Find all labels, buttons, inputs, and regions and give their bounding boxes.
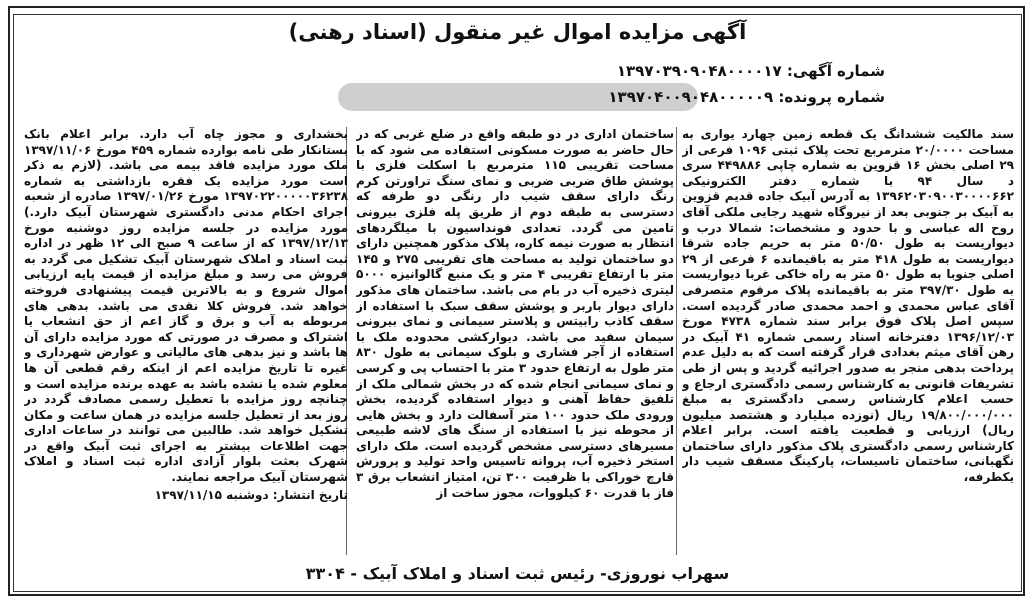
file-number: شماره پرونده: ۱۳۹۷۰۴۰۰۹۰۴۸۰۰۰۰۰۹ xyxy=(608,88,885,106)
signature-line: سهراب نوروزی- رئیس ثبت اسناد و املاک آبیک - ۳۳۰۴ xyxy=(305,564,730,583)
notice-title: آگهی مزایده اموال غیر منقول (اسناد رهنی) xyxy=(288,20,747,44)
notice-body xyxy=(24,127,1014,555)
column-right xyxy=(682,127,1014,555)
column-text: سند مالکیت ششدانگ یک قطعه زمین چهارد یواری به مساحت ۲۰/۰۰۰۰ مترمربع تحت پلاک ثبتی ۱۰۹۶ فرعی از ۲۹ اصلی بخش ۱۶ قزوین به شماره چاپی ۴۴۹۸۸۶ سری د سال ۹۴ با شماره دفتر الکترونیکی ۱۳۹۶۲۰۳۰۹۰۰۳۰۰۰۰۶۶۲ به آدرس آبیک جاده قدیم قزوین به آبیک بر جنوبی بعد از نیروگاه شهید رجایی ملکی آقای روح اله عباسی و با حدود و مشخصات: شمالا درب و دیواریست به طول ۵۰/۵۰ متر به حریم جاده شرقا دیواریست به طول ۴۱۸ متر به باقیمانده ۶ فرعی از ۲۹ اصلی جنوبا به طول ۵۰ متر به راه خاکی غربا دیواریست به طول ۳۹۷/۳۰ متر به باقیمانده پلاک مرقوم متصرفی آقای عباس محمدی و احمد محمدی صادر گردیده است. سپس اصل پلاک فوق برابر سند شماره ۴۷۳۸ مورخ ۱۳۹۶/۱۲/۰۳ دفترخانه اسناد رسمی شماره ۴۱ آبیک در رهن آقای میثم بغدادی قرار گرفته است که به دلیل عدم پرداخت بدهی منجر به صدور اجرائیه گردید و پس از طی تشریفات قانونی به کارشناس رسمی دادگستری ارجاع و حسب اعلام کارشناس رسمی دادگستری به مبلغ ۱۹/۸۰۰/۰۰۰/۰۰۰ ریال (نوزده میلیارد و هشتصد میلیون ریال) ارزیابی و قطعیت یافته است. برابر اعلام کارشناس رسمی دادگستری پلاک مذکور دارای ساختمان نگهبانی، ساختمان تاسیسات، پارکینگ مسقف شیب دار یکطرفه، xyxy=(682,127,1014,485)
column-text: بخشداری و مجوز چاه آب دارد. برابر اعلام بانک بستانکار طی نامه بوارده شماره ۴۵۹ مورخ ۱۳۹۷/۱۱/۰۶ ملک مورد مزایده فاقد بیمه می باشد. (لازم به ذکر است مورد مزایده یک فقره بازداشتی به شماره ۱۳۹۷۰۲۲۰۰۰۰۰۳۶۲۳۸ مورخ ۱۳۹۷/۰۱/۲۶ صادره از شعبه اجرای احکام مدنی دادگستری شهرستان آبیک دارد.) مورد مزایده در جلسه مزایده روز دوشنبه مورخ ۱۳۹۷/۱۲/۱۳ که از ساعت ۹ صبح الی ۱۲ ظهر در اداره ثبت اسناد و املاک شهرستان آبیک تشکیل می گردد به فروش می رسد و مبلغ مزایده از قیمت پایه ارزیابی اموال شروع و به بالاترین قیمت پیشنهادی فروخته خواهد شد. فروش کلا نقدی می باشد. بدهی های مربوطه به آب و برق و گاز اعم از حق انشعاب یا اشتراک و مصرف در صورتی که مورد مزایده دارای آن ها باشد و نیز بدهی های مالیاتی و عوارض شهرداری و غیره تا تاریخ مزایده اعم از اینکه رقم قطعی آن ها معلوم شده یا نشده باشد به عهده برنده مزایده است و چنانچه روز مزایده با تعطیل رسمی مصادف گردد در روز بعد از تعطیل جلسه مزایده در همان ساعت و مکان تشکیل خواهد شد. طالبین می توانند در ساعات اداری جهت اطلاعات بیشتر به اجرای ثبت آبیک واقع در شهرک بعثت بلوار آزادی اداره ثبت اسناد و املاک شهرستان آبیک مراجعه نمایند. xyxy=(24,127,348,485)
column-text: ساختمان اداری در دو طبقه واقع در ضلع غربی که در حال حاضر به صورت مسکونی استفاده می شود که با مساحت تقریبی ۱۱۵ مترمربع با اسکلت فلزی با پوشش طاق ضربی ضربی و نمای سنگ تراورتن کرم رنگ دارای سقف شیب دار رنگی دو طرفه که دسترسی به طبقه دوم از طریق پله فلزی بیرونی تامین می گردد. تعدادی فونداسیون با میلگردهای انتظار به صورت نیمه کاره، پلاک مذکور همچنین دارای دو ساختمان تولید به مساحت های تقریبی ۲۷۵ و ۱۴۵ متر با ارتفاع تقریبی ۴ متر و یک منبع گالوانیزه ۵۰۰۰ لیتری ذخیره آب در بام می باشد. ساختمان های مذکور دارای دیوار باربر و پوشش سقف سبک با استفاده از سقف کاذب رابیتس و پلاستر سیمانی و نمای بیرونی سیمان سفید می باشد. دیوارکشی محدوده ملک با استفاده از آجر فشاری و بلوک سیمانی به طول ۸۳۰ متر طول به ارتفاع حدود ۳ متر با احتساب پی و کرسی و نمای سیمانی انجام شده که در بخش شمالی ملک از تلفیق حفاظ آهنی و دیوار استفاده گردیده، بخش ورودی ملک حدود ۱۰۰ متر آسفالت دارد و بخش هایی از محوطه نیز با استفاده از سنگ های لاشه طبیعی مسیرهای دسترسی مشخص گردیده است. ملک دارای استخر ذخیره آب، پروانه تاسیس واحد تولید و پرورش قارچ خوراکی با ظرفیت ۳۰۰ تن، امتیاز انشعاب برق ۳ فاز با قدرت ۶۰ کیلووات، مجوز ساخت از xyxy=(356,127,674,500)
column-middle xyxy=(356,127,674,555)
column-left xyxy=(24,127,348,555)
ad-number: شماره آگهی: ۱۳۹۷۰۳۹۰۹۰۴۸۰۰۰۰۱۷ xyxy=(616,62,885,80)
publish-date: تاریخ انتشار: دوشنبه ۱۳۹۷/۱۱/۱۵ xyxy=(154,487,348,502)
